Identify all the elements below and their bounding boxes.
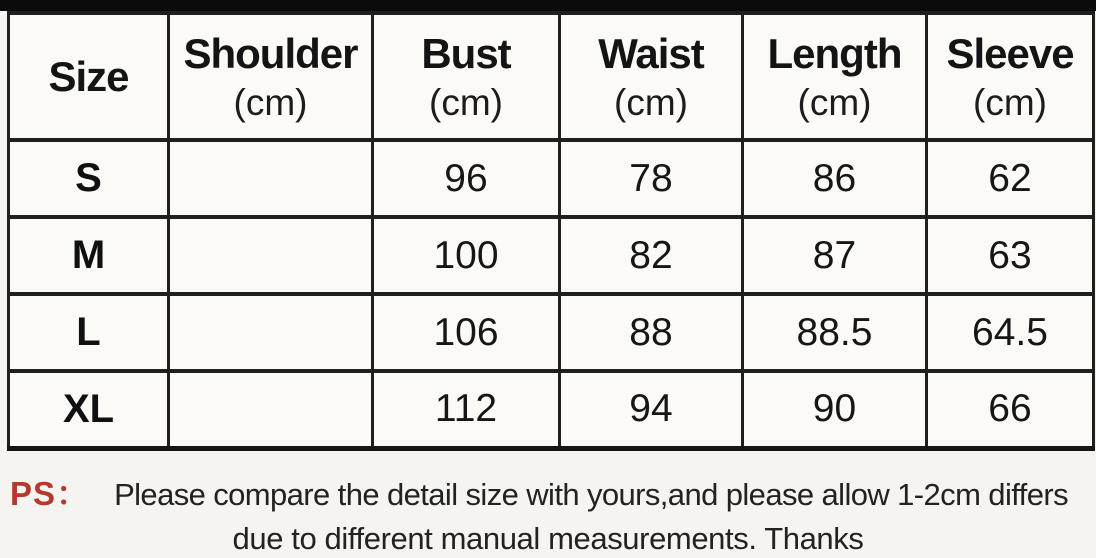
cell-s-length — [743, 140, 927, 217]
table-row-xl — [9, 371, 1094, 448]
waist-value: 88 — [629, 310, 673, 354]
cell-m-waist — [560, 217, 743, 294]
length-value: 90 — [812, 387, 857, 431]
cell-s-sleeve — [927, 140, 1094, 217]
cell-l-sleeve — [927, 294, 1094, 371]
header-shoulder — [169, 13, 373, 140]
cell-l-shoulder — [169, 294, 373, 371]
header-size-label: Size — [48, 52, 129, 100]
sleeve-value: 64.5 — [972, 310, 1048, 354]
size-chart-table — [7, 11, 1095, 451]
note-text-line2: due to different manual measurements. Thanks — [232, 520, 864, 556]
header-bust-label: Bust — [421, 29, 511, 77]
table-header-row — [9, 13, 1094, 140]
size-label: M — [71, 233, 106, 277]
header-waist-unit: (cm) — [614, 81, 688, 123]
size-label: XL — [62, 386, 115, 431]
header-sleeve-unit: (cm) — [973, 81, 1047, 123]
header-shoulder-unit: (cm) — [233, 81, 308, 123]
waist-value: 78 — [629, 156, 673, 200]
cell-s-size — [9, 140, 169, 217]
size-label: S — [75, 156, 102, 200]
bust-value: 100 — [433, 233, 499, 277]
cell-m-shoulder — [169, 217, 373, 294]
cell-l-length — [743, 294, 927, 371]
cell-m-bust — [373, 217, 560, 294]
top-black-bar — [0, 0, 1096, 11]
header-length — [743, 13, 927, 140]
header-bust-unit: (cm) — [429, 81, 503, 123]
waist-value: 82 — [629, 233, 673, 277]
cell-xl-sleeve — [927, 371, 1094, 448]
header-waist-label: Waist — [598, 29, 704, 77]
header-length-label: Length — [767, 29, 902, 77]
length-value: 87 — [812, 233, 857, 277]
cell-m-sleeve — [927, 217, 1094, 294]
cell-l-waist — [560, 294, 743, 371]
header-waist — [560, 13, 743, 140]
note-line-1 — [0, 468, 1096, 515]
cell-xl-shoulder — [169, 371, 373, 448]
header-bust — [373, 13, 560, 140]
note-text-line1: Please compare the detail size with yours,and please allow 1-2cm differs — [114, 476, 1068, 512]
cell-l-bust — [373, 294, 560, 371]
cell-s-shoulder — [169, 140, 373, 217]
size-note — [0, 451, 1096, 557]
sleeve-value: 62 — [988, 156, 1032, 200]
table-row-m — [9, 217, 1094, 294]
header-sleeve-label: Sleeve — [946, 29, 1074, 77]
cell-m-size — [9, 217, 169, 294]
cell-xl-waist — [560, 371, 743, 448]
cell-xl-bust — [373, 371, 560, 448]
table-row-s — [9, 140, 1094, 217]
ps-prefix: PS： — [10, 474, 91, 512]
bust-value: 106 — [433, 310, 499, 354]
cell-s-bust — [373, 140, 560, 217]
cell-l-size — [9, 294, 169, 371]
size-label: L — [76, 310, 101, 354]
length-value: 86 — [812, 156, 857, 200]
header-shoulder-label: Shoulder — [183, 29, 358, 77]
header-sleeve — [927, 13, 1094, 140]
bust-value: 96 — [444, 156, 488, 200]
cell-m-length — [743, 217, 927, 294]
sleeve-value: 63 — [988, 233, 1032, 277]
bust-value: 112 — [434, 387, 498, 431]
header-size — [9, 13, 169, 140]
cell-s-waist — [560, 140, 743, 217]
sleeve-value: 66 — [988, 387, 1032, 431]
cell-xl-length — [743, 371, 927, 448]
header-length-unit: (cm) — [797, 81, 872, 123]
cell-xl-size — [9, 371, 169, 448]
table-row-l — [9, 294, 1094, 371]
length-value: 88.5 — [796, 310, 873, 354]
waist-value: 94 — [629, 387, 673, 431]
